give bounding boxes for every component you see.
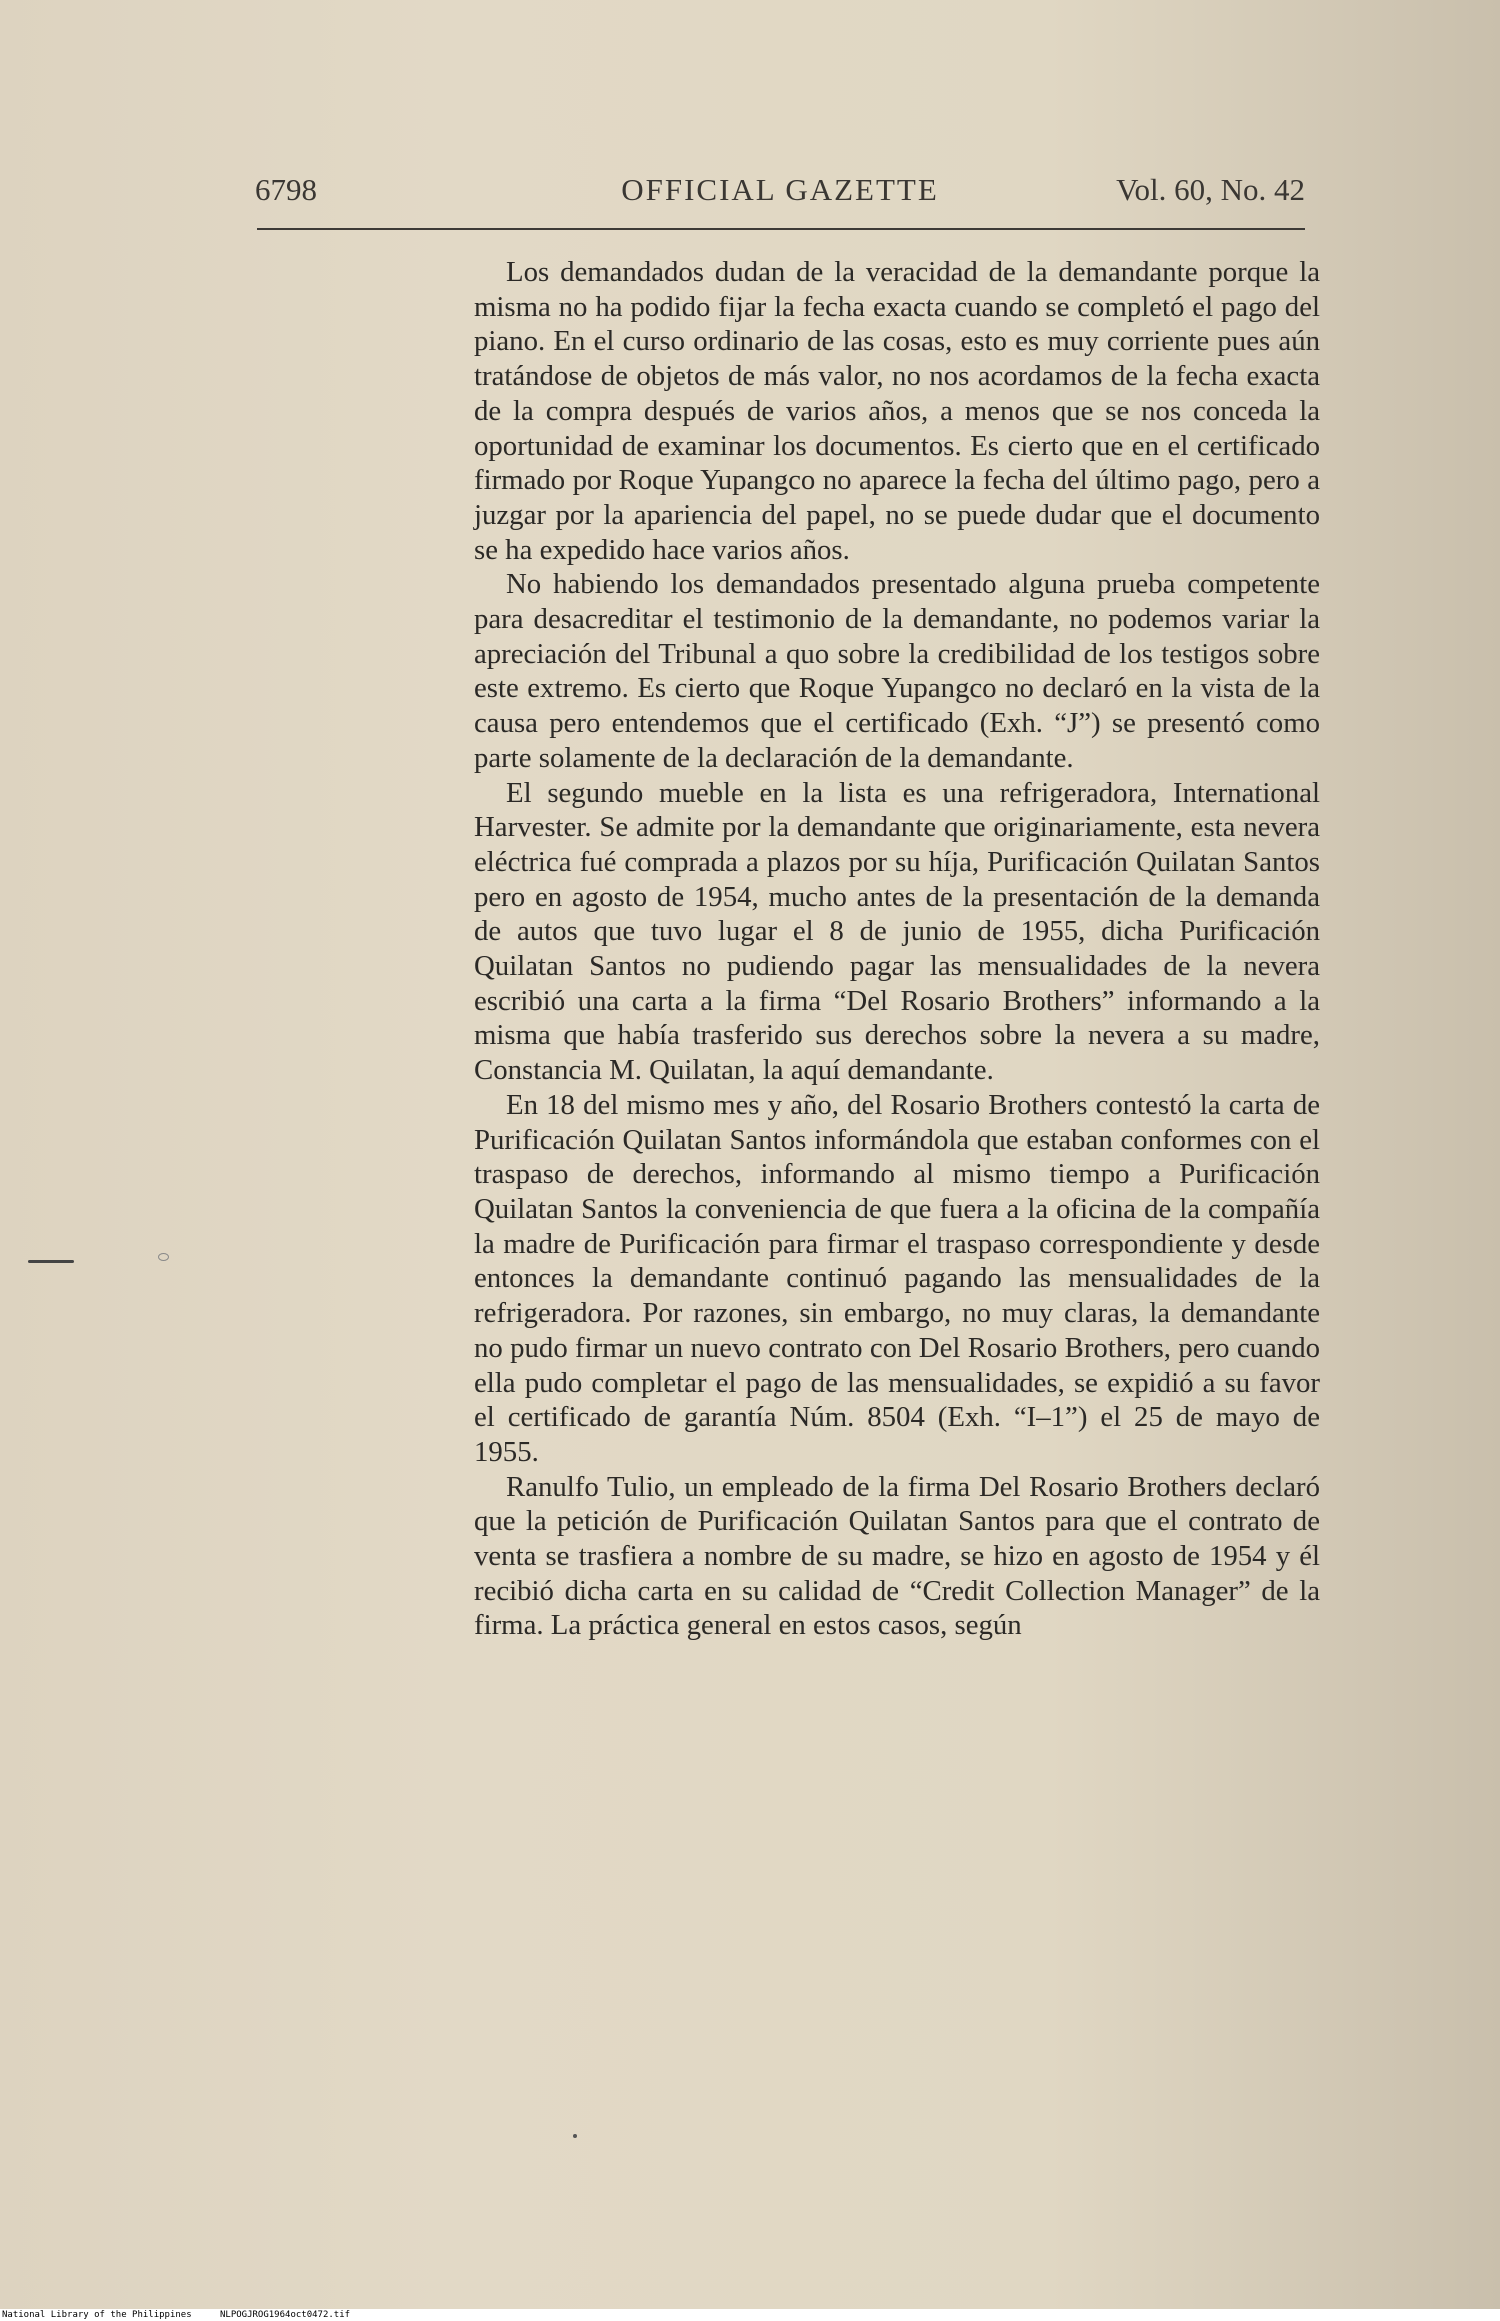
- paragraph: Ranulfo Tulio, un empleado de la firma Del Rosario Brothers declaró que la petición de Purificación Quilatan Santos para que el contrato de venta se trasfiera a nombre de su madre, se hizo en agosto de 1954 y él recibió dicha carta en su calidad de “Credit Collection Manager” de la firma. La práctica general en estos casos, según: [474, 1470, 1320, 1642]
- journal-title: OFFICIAL GAZETTE: [621, 172, 939, 207]
- paragraph: Los demandados dudan de la veracidad de la demandante porque la misma no ha podido fijar la fecha exacta cuando se completó el pago del piano. En el curso ordinario de las cosas, esto es muy corriente pues aún tratándose de objetos de más valor, no nos acordamos de la fecha exacta de la compra después de varios años, a menos que se nos conceda la oportunidad de examinar los documentos. Es cierto que en el certificado firmado por Roque Yupangco no aparece la fecha del último pago, pero a juzgar por la apariencia del papel, no se puede dudar que el documento se ha expedido hace varios años.: [474, 256, 1320, 566]
- scan-footer: [0, 2309, 1500, 2321]
- header-rule: [257, 228, 1305, 230]
- page-number: 6798: [255, 172, 317, 207]
- file-id: NLPOGJROG1964oct0472.tif: [220, 2310, 351, 2320]
- volume-number: Vol. 60, No. 42: [1116, 172, 1305, 207]
- library-credit: National Library of the Philippines: [2, 2310, 192, 2320]
- paragraph: El segundo mueble en la lista es una refrigeradora, International Harvester. Se admite por la demandante que originariamente, esta nevera eléctrica fué comprada a plazos por su híja, Purificación Quilatan Santos pero en agosto de 1954, mucho antes de la presentación de la demanda de autos que tuvo lugar el 8 de junio de 1955, dicha Purificación Quilatan Santos no pudiendo pagar las mensualidades de la nevera escribió una carta a la firma “Del Rosario Brothers” informando a la misma que había trasferido sus derechos sobre la nevera a su madre, Constancia M. Quilatan, la aquí demandante.: [474, 776, 1320, 1087]
- margin-dot: [158, 1253, 169, 1261]
- paragraph: En 18 del mismo mes y año, del Rosario Brothers contestó la carta de Purificación Quilatan Santos informándola que estaban conformes con el traspaso de derechos, informando al mismo tiempo a Purificación Quilatan Santos la conveniencia de que fuera a la oficina de la compañía la madre de Purificación para firmar el traspaso correspondiente y desde entonces la demandante continuó pagando las mensualidades de la refrigeradora. Por razones, sin embargo, no muy claras, la demandante no pudo firmar un nuevo contrato con Del Rosario Brothers, pero cuando ella pudo completar el pago de las mensualidades, se expidió a su favor el certificado de garantía Núm. 8504 (Exh. “I–1”) el 25 de mayo de 1955.: [474, 1088, 1320, 1468]
- page-header: [255, 172, 1305, 212]
- stray-dot: [573, 2134, 577, 2138]
- article-body: [474, 255, 1320, 1643]
- paragraph: No habiendo los demandados presentado alguna prueba competente para desacreditar el testimonio de la demandante, no podemos variar la apreciación del Tribunal a quo sobre la credibilidad de los testigos sobre este extremo. Es cierto que Roque Yupangco no declaró en la vista de la causa pero entendemos que el certificado (Exh. “J”) se presentó como parte solamente de la declaración de la demandante.: [474, 568, 1320, 774]
- margin-mark: [28, 1260, 74, 1263]
